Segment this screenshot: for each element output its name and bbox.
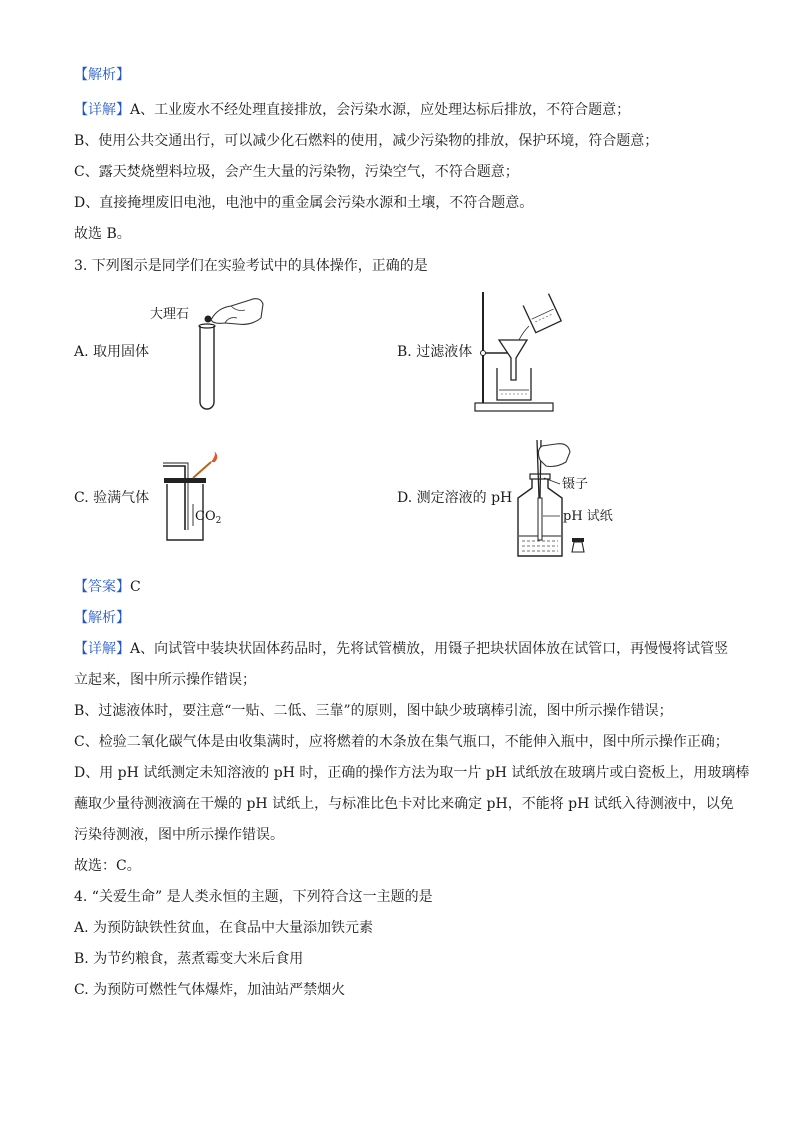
q3-option-c: C. 验满气体: [74, 490, 150, 506]
flame-icon: [211, 451, 217, 462]
figure-ph-test: [510, 438, 630, 563]
pouring-beaker: [523, 294, 561, 333]
funnel: [499, 340, 527, 380]
q4-option-b: B. 为节约粮食，蒸煮霉变大米后食用: [74, 951, 304, 967]
q4-stem: 4. “关爱生命” 是人类永恒的主题，下列符合这一主题的是: [74, 889, 433, 905]
detail-tag-2: 【详解】: [74, 641, 130, 657]
q3-option-d: D. 测定溶液的 pH: [397, 490, 513, 506]
detail-line-2: B、使用公共交通出行，可以减少化石燃料的使用，减少污染物的排放，保护环境，符合题意；: [74, 133, 659, 149]
conclusion-1: 故选 B。: [74, 226, 131, 242]
hand-icon: [538, 444, 570, 467]
answer-value: C: [130, 579, 141, 595]
detail-text-2: A、向试管中装块状固体药品时，先将试管横放，用镊子把块状固体放在试管口，再慢慢将试管竖: [130, 641, 729, 657]
q4-option-a: A. 为预防缺铁性贫血，在食品中大量添加铁元素: [74, 920, 374, 936]
q3-detail-4: C、检验二氧化碳气体是由收集满时，应将燃着的木条放在集气瓶口，不能伸入瓶中，图中所示操作正确；: [74, 734, 729, 750]
label-marble: 大理石: [150, 307, 190, 322]
q3-detail-3: B、过滤液体时，要注意“一贴、二低、三靠”的原则，图中缺少玻璃棒引流，图中所示操作错误；: [74, 703, 673, 719]
analysis-heading: 【解析】: [74, 67, 130, 83]
marble-piece: [205, 316, 212, 323]
stand-base: [475, 403, 553, 411]
conclusion-2: 故选：C。: [74, 858, 141, 874]
q3-option-b: B. 过滤液体: [397, 344, 473, 360]
q3-detail-1: [74, 640, 728, 658]
burning-match: [193, 462, 211, 478]
q4-option-c: C. 为预防可燃性气体爆炸，加油站严禁烟火: [74, 982, 346, 998]
label-co2: $CO_2$: [195, 509, 222, 526]
detail-tag: 【详解】: [74, 102, 130, 118]
figure-take-solid: [145, 290, 275, 415]
answer-line: [74, 578, 141, 596]
label-tweezers: 镊子: [562, 477, 589, 492]
detail-line-3: C、露天焚烧塑料垃圾，会产生大量的污染物，污染空气，不符合题意；: [74, 164, 519, 180]
q3-option-a: A. 取用固体: [74, 344, 150, 360]
test-tube: [200, 326, 214, 409]
label-ph-paper: pH 试纸: [563, 509, 613, 524]
detail-text: A、工业废水不经处理直接排放，会污染水源，应处理达标后排放，不符合题意；: [130, 102, 631, 118]
q3-detail-7: 污染待测液，图中所示操作错误。: [74, 827, 284, 843]
small-jar: [572, 542, 584, 552]
detail-line-4: D、直接掩埋废旧电池，电池中的重金属会污染水源和土壤，不符合题意。: [74, 195, 534, 211]
q3-detail-5: D、用 pH 试纸测定未知溶液的 pH 时，正确的操作方法为取一片 pH 试纸放在玻璃片或白瓷板上，用玻璃棒: [74, 765, 750, 781]
q3-stem: 3. 下列图示是同学们在实验考试中的具体操作，正确的是: [74, 258, 428, 274]
figure-filtration: [473, 290, 573, 415]
ph-paper: [538, 498, 542, 540]
tweezers: [537, 440, 539, 498]
answer-tag: 【答案】: [74, 579, 130, 595]
hand-icon: [211, 299, 263, 325]
q3-detail-2: 立起来，图中所示操作错误；: [74, 672, 256, 688]
analysis-heading-2: 【解析】: [74, 610, 130, 626]
q3-detail-6: 蘸取少量待测液滴在干燥的 pH 试纸上，与标准比色卡对比来确定 pH，不能将 pH 试纸入待测液中，以免: [74, 796, 734, 812]
figure-gas-check: [155, 450, 235, 545]
detail-line-1: [74, 101, 630, 119]
